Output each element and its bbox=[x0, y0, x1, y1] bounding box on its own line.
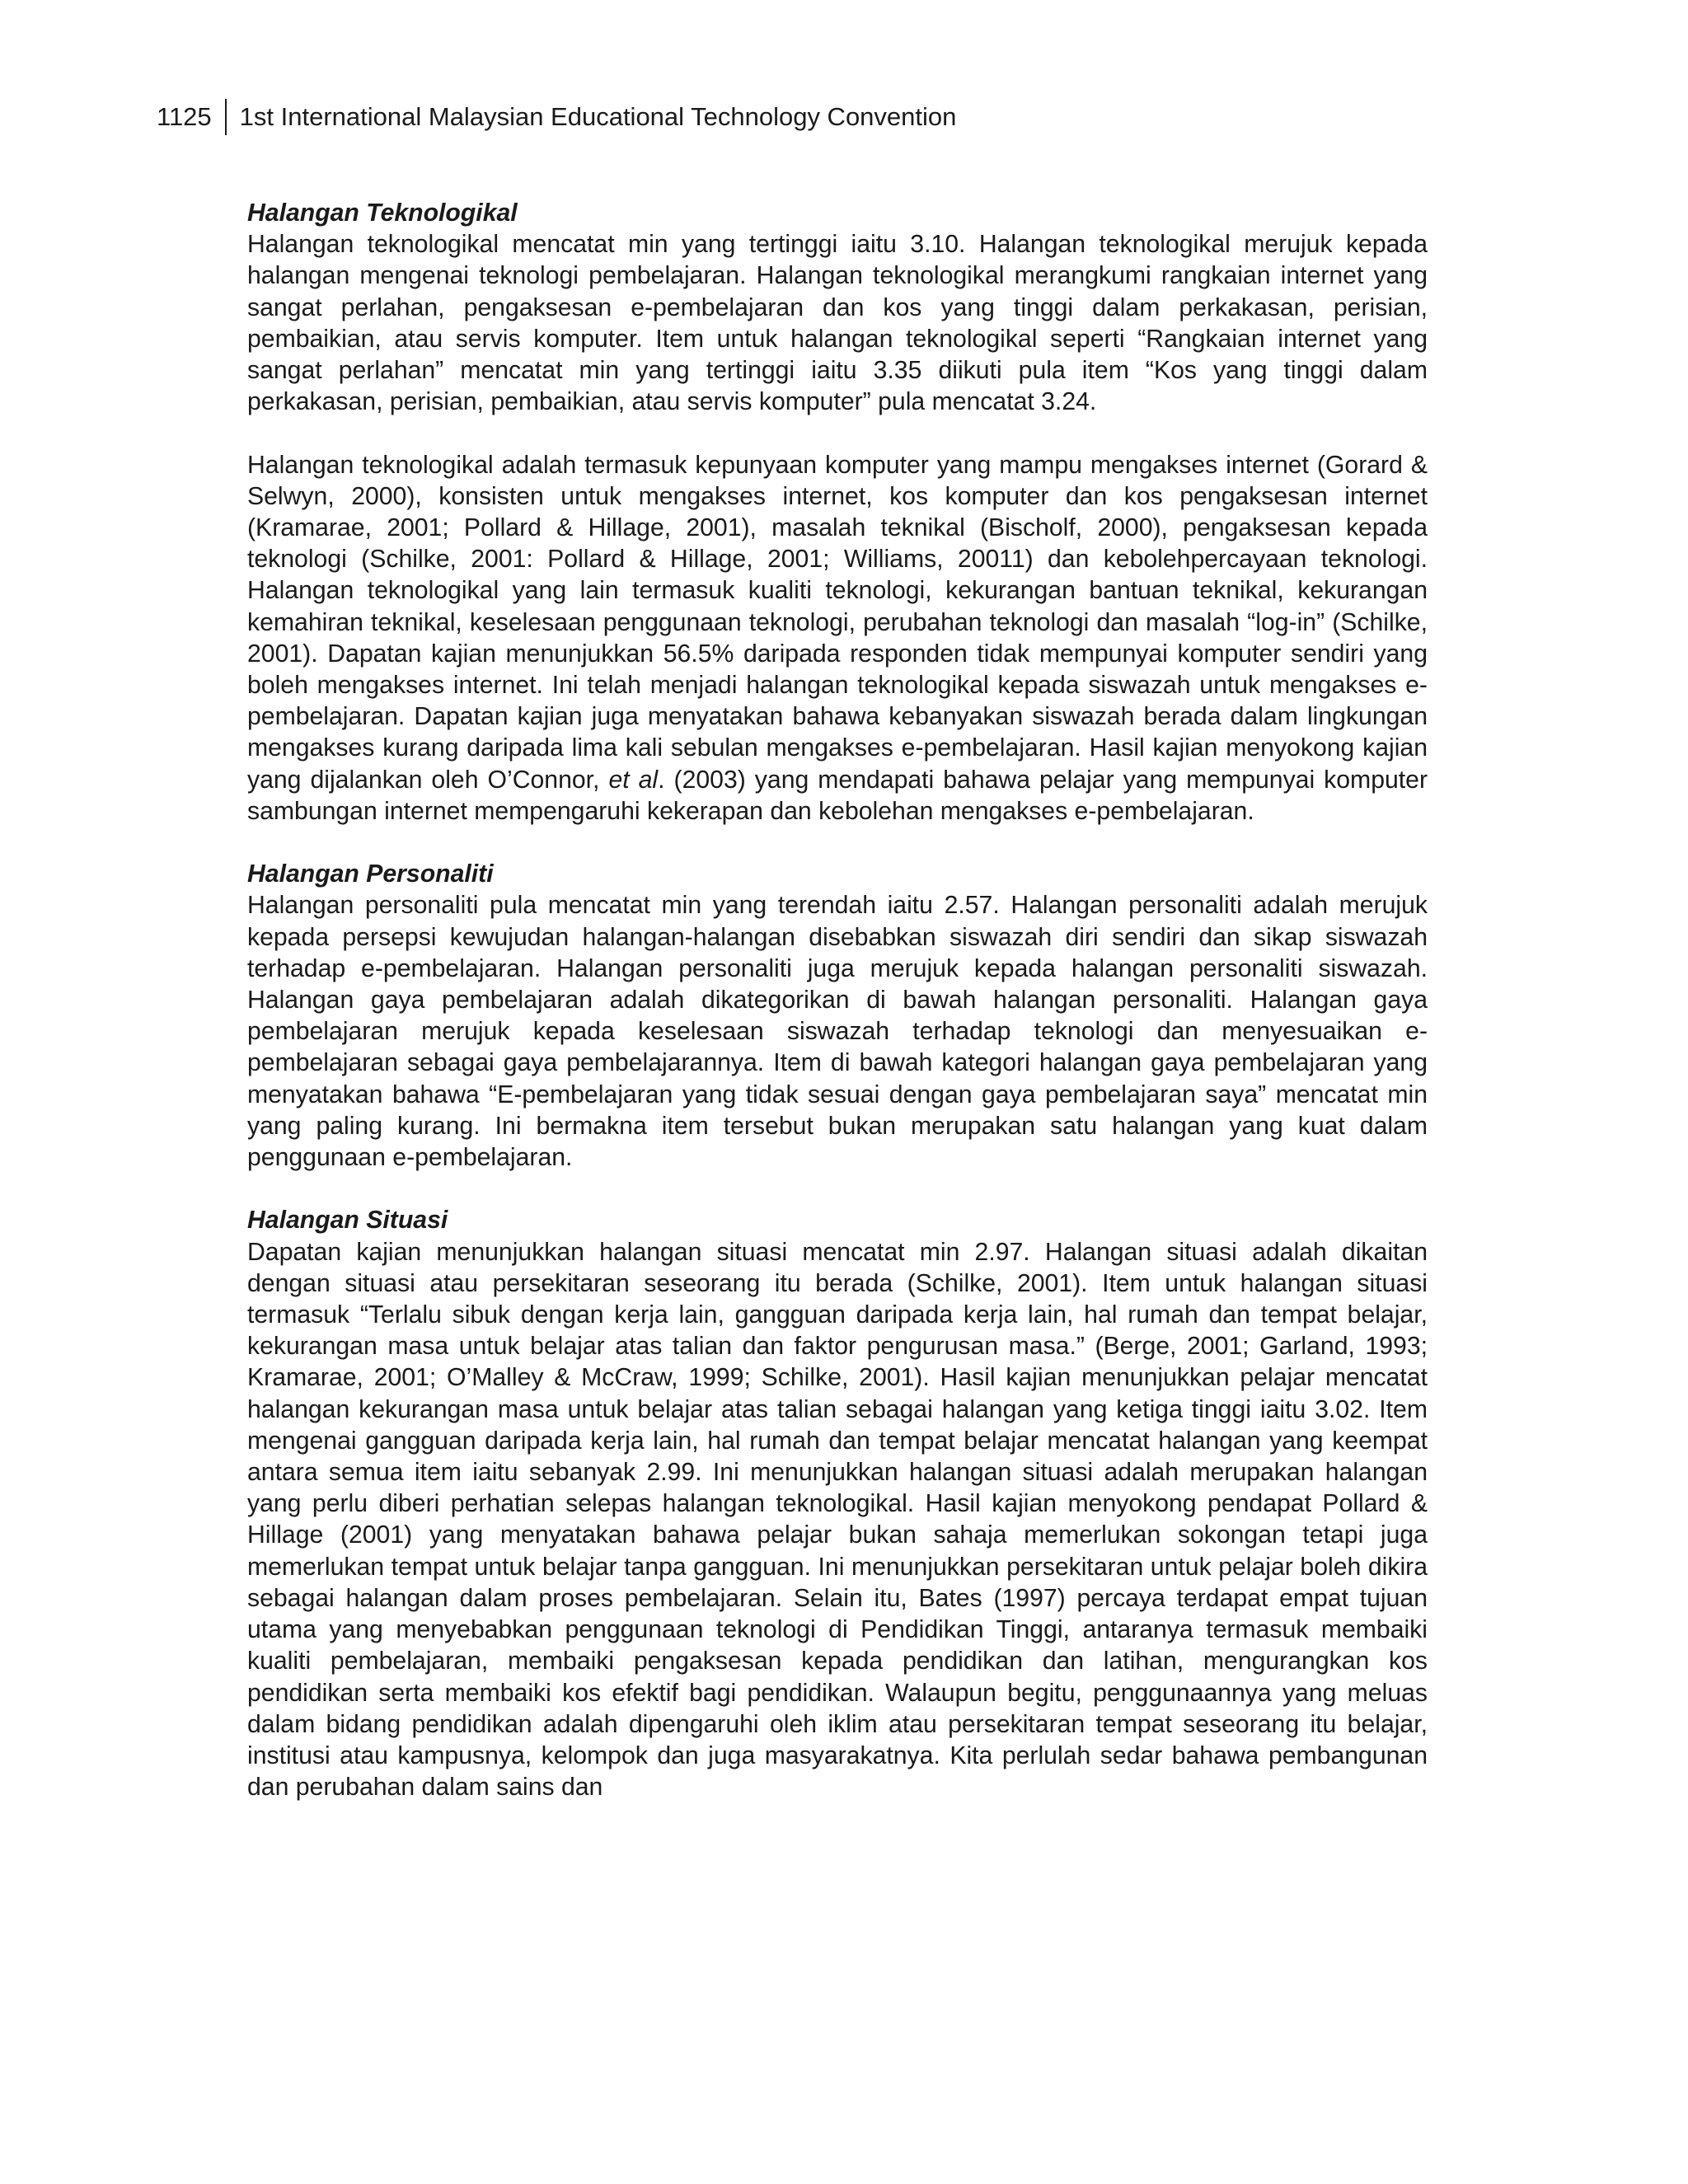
heading-halangan-situasi: Halangan Situasi bbox=[247, 1207, 448, 1235]
heading-halangan-personaliti: Halangan Personaliti bbox=[247, 860, 494, 888]
heading-halangan-teknologikal: Halangan Teknologikal bbox=[247, 199, 518, 227]
paragraph-teknologikal-2-part-a: Halangan teknologikal adalah termasuk kepunyaan komputer yang mampu mengakses internet (Gorard & Selwyn, 2000), konsisten untuk mengakses internet, kos komputer dan kos pengaksesan internet (Kramarae, 2001; Pollard & Hillage, 2001), masalah teknikal (Bischolf, 2000), pengaksesan kepada teknologi (Schilke, 2001: Pollard & Hillage, 2001; Williams, 20011) dan kebolehpercayaan teknologi. Halangan teknologikal yang lain termasuk kualiti teknologi, kekurangan bantuan teknikal, kekurangan kemahiran teknikal, keselesaan penggunaan teknologi, perubahan teknologi dan masalah “log-in” (Schilke, 2001). Dapatan kajian menunjukkan 56.5% daripada responden tidak mempunyai komputer sendiri yang boleh mengakses internet. Ini telah menjadi halangan teknologikal kepada siswazah untuk mengakses e-pembelajaran. Dapatan kajian juga menyatakan bahawa kebanyakan siswazah berada dalam lingkungan mengakses kurang daripada lima kali sebulan mengakses e-pembelajaran. Hasil kajian menyokong kajian yang dijalankan oleh O’Connor, bbox=[247, 451, 1428, 794]
paragraph-gap bbox=[247, 1174, 1428, 1205]
paragraph-gap bbox=[247, 418, 1428, 449]
page-number: 1125 bbox=[157, 102, 212, 131]
paragraph-teknologikal-1: Halangan teknologikal mencatat min yang tertinggi iaitu 3.10. Halangan teknologikal merujuk kepada halangan mengenai teknologi pembelajaran. Halangan teknologikal merangkumi rangkaian internet yang sangat perlahan, pengaksesan e-pembelajaran dan kos yang tinggi dalam perkakasan, perisian, pembaikian, atau servis komputer. Item untuk halangan teknologikal seperti “Rangkaian internet yang sangat perlahan” mencatat min yang tertinggi iaitu 3.35 diikuti pula item “Kos yang tinggi dalam perkakasan, perisian, pembaikian, atau servis komputer” pula mencatat 3.24. bbox=[247, 231, 1428, 416]
paragraph-teknologikal-2-part-b: . (2003) yang mendapati bahawa pelajar yang mempunyai komputer sambungan internet mempengaruhi kekerapan dan kebolehan mengakses e-pembelajaran. bbox=[247, 766, 1428, 825]
et-al-italic: et al bbox=[608, 766, 659, 794]
paragraph-teknologikal-2 bbox=[247, 450, 1428, 827]
paragraph-personaliti-1: Halangan personaliti pula mencatat min yang terendah iaitu 2.57. Halangan personaliti adalah merujuk kepada persepsi kewujudan halangan-halangan disebabkan siswazah diri sendiri dan sikap siswazah terhadap e-pembelajaran. Halangan personaliti juga merujuk kepada halangan personaliti siswazah. Halangan gaya pembelajaran adalah dikategorikan di bawah halangan personaliti. Halangan gaya pembelajaran merujuk kepada keselesaan siswazah terhadap teknologi dan menyesuaikan e-pembelajaran sebagai gaya pembelajarannya. Item di bawah kategori halangan gaya pembelajaran yang menyatakan bahawa “E-pembelajaran yang tidak sesuai dengan gaya pembelajaran saya” mencatat min yang paling kurang. Ini bermakna item tersebut bukan merupakan satu halangan yang kuat dalam penggunaan e-pembelajaran. bbox=[247, 892, 1428, 1172]
running-header bbox=[157, 97, 956, 137]
paragraph-gap bbox=[247, 827, 1428, 859]
body-text bbox=[247, 198, 1428, 1803]
paragraph-situasi-1: Dapatan kajian menunjukkan halangan situasi mencatat min 2.97. Halangan situasi adalah dikaitan dengan situasi atau persekitaran seseorang itu berada (Schilke, 2001). Item untuk halangan situasi termasuk “Terlalu sibuk dengan kerja lain, gangguan daripada kerja lain, hal rumah dan tempat belajar, kekurangan masa untuk belajar atas talian dan faktor pengurusan masa.” (Berge, 2001; Garland, 1993; Kramarae, 2001; O’Malley & McCraw, 1999; Schilke, 2001). Hasil kajian menunjukkan pelajar mencatat halangan kekurangan masa untuk belajar atas talian sebagai halangan yang ketiga tinggi iaitu 3.02. Item mengenai gangguan daripada kerja lain, hal rumah dan tempat belajar mencatat halangan yang keempat antara semua item iaitu sebanyak 2.99. Ini menunjukkan halangan situasi adalah merupakan halangan yang perlu diberi perhatian selepas halangan teknologikal. Hasil kajian menyokong pendapat Pollard & Hillage (2001) yang menyatakan bahawa pelajar bukan sahaja memerlukan sokongan tetapi juga memerlukan tempat untuk belajar tanpa gangguan. Ini menunjukkan persekitaran untuk pelajar boleh dikira sebagai halangan dalam proses pembelajaran. Selain itu, Bates (1997) percaya terdapat empat tujuan utama yang menyebabkan penggunaan teknologi di Pendidikan Tinggi, antaranya termasuk membaiki kualiti pembelajaran, membaiki pengaksesan kepada pendidikan dan latihan, mengurangkan kos pendidikan serta membaiki kos efektif bagi pendidikan. Walaupun begitu, penggunaannya yang meluas dalam bidang pendidikan adalah dipengaruhi oleh iklim atau persekitaran tempat seseorang itu belajar, institusi atau kampusnya, kelompok dan juga masyarakatnya. Kita perlulah sedar bahawa pembangunan dan perubahan dalam sains dan bbox=[247, 1238, 1428, 1802]
header-divider bbox=[225, 99, 227, 135]
conference-title: 1st International Malaysian Educational Technology Convention bbox=[239, 102, 957, 131]
